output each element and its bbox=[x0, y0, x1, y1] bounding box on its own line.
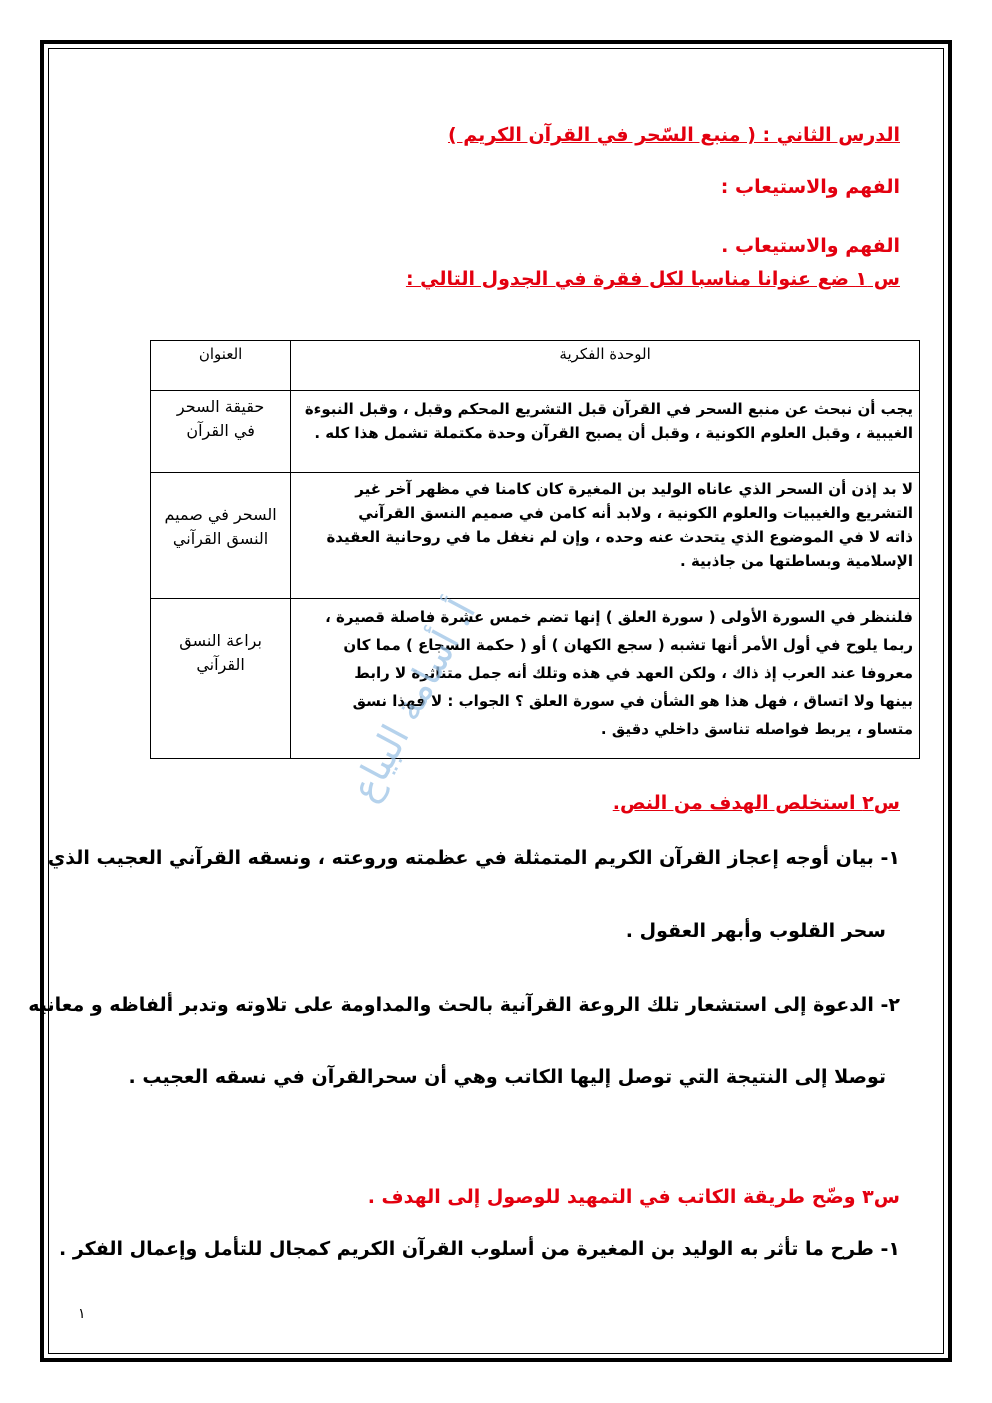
unit-line: بينها ولا اتساق ، فهل هذا هو الشأن في سورة العلق ؟ الجواب : لا فهذا نسق bbox=[352, 692, 913, 710]
row-title-line: حقيقة السحر bbox=[176, 397, 265, 416]
question-3: س٣ وضّح طريقة الكاتب في التمهيد للوصول إلى الهدف . bbox=[367, 1186, 900, 1208]
row-title-line: النسق القرآني bbox=[172, 529, 269, 548]
header-title: العنوان bbox=[151, 341, 291, 391]
header-unit: الوحدة الفكرية bbox=[291, 341, 920, 391]
unit-line: ذاته لا في الموضوع الذي يتحدث عنه وحده ، وإن لم نغفل ما في روحانية العقيدة bbox=[326, 528, 913, 546]
row-title-line: السحر في صميم bbox=[164, 505, 277, 524]
unit-line: معروفا عند العرب إذ ذاك ، ولكن العهد في هذه وتلك أنه جمل متناثرة لا رابط bbox=[354, 664, 913, 682]
section-heading-comprehension-2: الفهم والاستيعاب . bbox=[721, 235, 900, 257]
row-title-line: براعة النسق bbox=[179, 631, 262, 650]
table-header-row bbox=[151, 341, 920, 391]
answer-2-2-line-1: ٢- الدعوة إلى استشعار تلك الروعة القرآنية بالحث والمداومة على تلاوته وتدبر ألفاظه و معانيه bbox=[28, 994, 900, 1016]
answer-2-2-line-2: توصلا إلى النتيجة التي توصل إليها الكاتب وهي أن سحرالقرآن في نسقه العجيب . bbox=[128, 1066, 886, 1088]
unit-line: الغيبية ، وقبل العلوم الكونية ، وقبل أن يصبح القرآن وحدة مكتملة تشمل هذا كله . bbox=[314, 424, 913, 442]
lesson-title: الدرس الثاني : ( منبع السّحر في القرآن الكريم ) bbox=[447, 124, 900, 146]
table-row bbox=[151, 473, 920, 599]
question-2 bbox=[613, 792, 900, 814]
answer-3-1: ١- طرح ما تأثر به الوليد بن المغيرة من أسلوب القرآن الكريم كمجال للتأمل وإعمال الفكر . bbox=[59, 1238, 900, 1260]
table-row bbox=[151, 391, 920, 473]
unit-line: الإسلامية وبساطتها من جاذبية . bbox=[680, 552, 913, 570]
answer-2-1-line-2: سحر القلوب وأبهر العقول . bbox=[625, 920, 886, 942]
unit-line: لا بد إذن أن السحر الذي عاناه الوليد بن المغيرة كان كامنا في مظهر آخر غير bbox=[355, 480, 913, 498]
unit-line: التشريع والغيبيات والعلوم الكونية ، ولابد أنه كامن في صميم النسق القرآني bbox=[358, 504, 913, 522]
unit-line: يجب أن نبحث عن منبع السحر في القرآن قبل التشريع المحكم وقبل ، وقبل النبوءة bbox=[304, 400, 913, 418]
watermark-signature: أ. أسامة البياع bbox=[341, 592, 485, 809]
unit-line: ربما يلوح في أول الأمر أنها تشبه ( سجع الكهان ) أو ( حكمة السجاع ) مما كان bbox=[343, 636, 913, 654]
question-1: س ١ ضع عنوانا مناسبا لكل فقرة في الجدول التالي : bbox=[405, 268, 900, 290]
unit-line: فلننظر في السورة الأولى ( سورة العلق ) إنها تضم خمس عشرة فاصلة قصيرة ، bbox=[325, 608, 913, 626]
question-2-text: س٢ استخلص الهدف من النص. bbox=[612, 792, 900, 814]
row-title-line: في القرآن bbox=[186, 421, 255, 440]
unit-line: متساو ، يربط فواصله تناسق داخلي دقيق . bbox=[600, 720, 913, 738]
page-number: ١ bbox=[78, 1306, 86, 1322]
row-title-line: القرآني bbox=[196, 655, 245, 674]
answer-2-1-line-1: ١- بيان أوجه إعجاز القرآن الكريم المتمثلة في عظمته وروعته ، ونسقه القرآني العجيب الذي bbox=[47, 847, 900, 869]
section-heading-comprehension: الفهم والاستيعاب : bbox=[720, 176, 900, 198]
